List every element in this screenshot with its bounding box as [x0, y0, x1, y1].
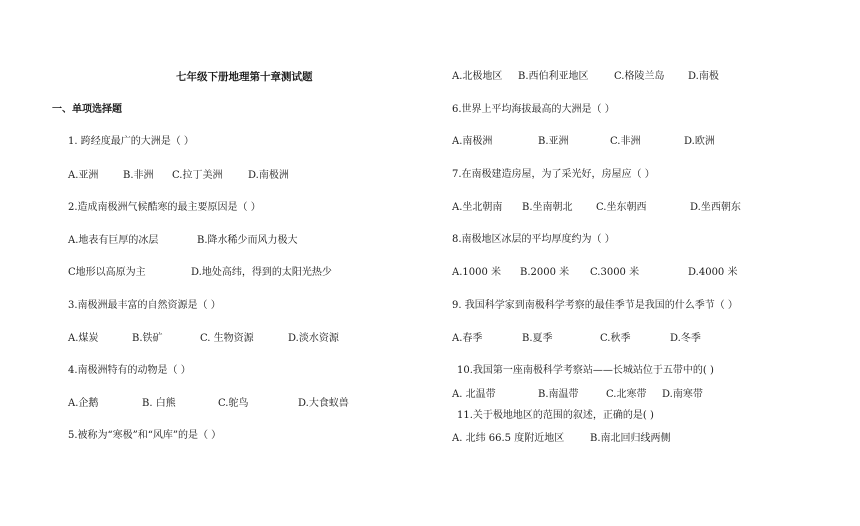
q2-option-a: A.地表有巨厚的冰层	[68, 235, 159, 246]
q2-option-d: D.地处高纬，得到的太阳光热少	[191, 267, 332, 278]
page-title: 七年级下册地理第十章测试题	[176, 71, 313, 83]
q8-option-b: B.2000 米	[520, 267, 570, 278]
q3-option-c: C. 生物资源	[200, 333, 254, 344]
q9-option-a: A.春季	[452, 333, 483, 344]
q4-option-c: C.鸵鸟	[218, 398, 249, 409]
question-6: 6.世界上平均海拔最高的大洲是（ ）	[452, 104, 615, 115]
q5-option-d: D.南极	[688, 71, 719, 82]
question-10: 10.我国第一座南极科学考察站——长城站位于五带中的( )	[457, 365, 714, 376]
q1-option-b: B.非洲	[123, 170, 154, 181]
q10-option-d: D.南寒带	[662, 389, 703, 400]
q6-option-d: D.欧洲	[684, 136, 715, 147]
q10-option-a: A. 北温带	[452, 389, 496, 400]
question-2: 2.造成南极洲气候酷寒的最主要原因是（ ）	[68, 202, 261, 213]
q7-option-d: D.坐西朝东	[690, 202, 741, 213]
q7-option-b: B.坐南朝北	[522, 202, 573, 213]
q6-option-b: B.亚洲	[538, 136, 569, 147]
q11-option-b: B.南北回归线两侧	[590, 433, 671, 444]
q9-option-b: B.夏季	[522, 333, 553, 344]
question-9: 9. 我国科学家到南极科学考察的最佳季节是我国的什么季节（ ）	[452, 300, 738, 311]
q7-option-a: A.坐北朝南	[452, 202, 503, 213]
q3-option-b: B.铁矿	[132, 333, 163, 344]
q8-option-a: A.1000 米	[452, 267, 502, 278]
q5-option-c: C.格陵兰岛	[614, 71, 665, 82]
q2-option-b: B.降水稀少而风力极大	[197, 235, 298, 246]
question-3: 3.南极洲最丰富的自然资源是（ ）	[68, 300, 221, 311]
question-5: 5.被称为“寒极”和“风库”的是（ ）	[68, 430, 222, 441]
q11-option-a: A. 北纬 66.5 度附近地区	[452, 433, 565, 444]
q4-option-a: A.企鹅	[68, 398, 99, 409]
q3-option-a: A.煤炭	[68, 333, 99, 344]
q9-option-c: C.秋季	[600, 333, 631, 344]
q4-option-b: B. 白熊	[142, 398, 176, 409]
question-11: 11.关于极地地区的范围的叙述，正确的是( )	[457, 410, 654, 421]
q6-option-a: A.南极洲	[452, 136, 493, 147]
q7-option-c: C.坐东朝西	[596, 202, 647, 213]
q3-option-d: D.淡水资源	[288, 333, 339, 344]
q10-option-b: B.南温带	[538, 389, 579, 400]
q5-option-b: B.西伯利亚地区	[518, 71, 589, 82]
q1-option-d: D.南极洲	[248, 170, 289, 181]
q4-option-d: D.大食蚁兽	[298, 398, 349, 409]
q8-option-c: C.3000 米	[590, 267, 640, 278]
question-1: 1. 跨经度最广的大洲是（ ）	[68, 136, 194, 147]
q5-option-a: A.北极地区	[452, 71, 503, 82]
question-7: 7.在南极建造房屋，为了采光好，房屋应（ ）	[452, 169, 655, 180]
q8-option-d: D.4000 米	[688, 267, 738, 278]
question-4: 4.南极洲特有的动物是（ ）	[68, 365, 191, 376]
section-heading: 一、单项选择题	[52, 104, 122, 115]
q6-option-c: C.非洲	[610, 136, 641, 147]
q1-option-c: C.拉丁美洲	[172, 170, 223, 181]
question-8: 8.南极地区冰层的平均厚度约为（ ）	[452, 234, 615, 245]
q9-option-d: D.冬季	[670, 333, 701, 344]
q1-option-a: A.亚洲	[68, 170, 99, 181]
q10-option-c: C.北寒带	[606, 389, 647, 400]
q2-option-c: C地形以高原为主	[68, 267, 146, 278]
